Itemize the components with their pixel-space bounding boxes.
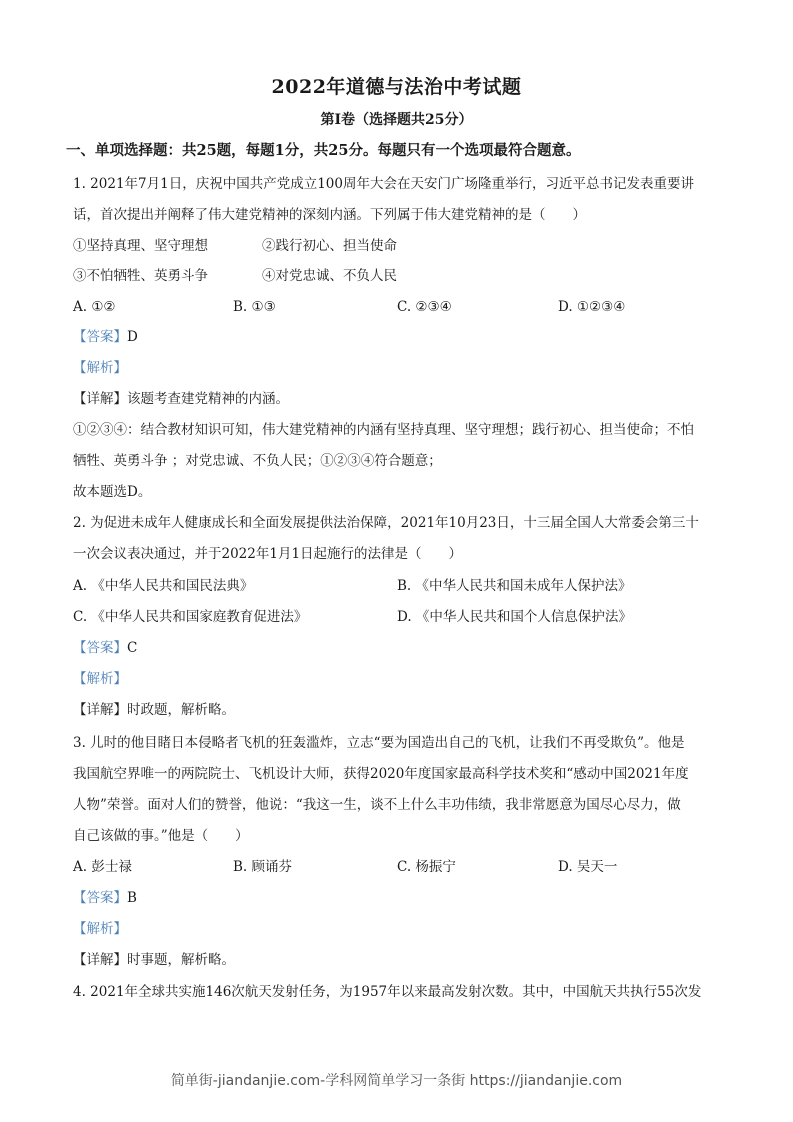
q4-stem-line-1: 4. 2021年全球共实施146次航天发射任务，为1957年以来最高发射次数。其中，中国航天共执行55次发 <box>73 984 702 1000</box>
answer-label: 【答案】 <box>73 640 127 656</box>
detail-text: 时政题，解析略。 <box>127 702 235 718</box>
q3-option-c: C. 杨振宁 <box>397 859 456 875</box>
q3-option-a: A. 彭士禄 <box>73 859 132 875</box>
q3-stem-line-1: 3. 儿时的他目睹日本侵略者飞机的狂轰滥炸，立志“要为国造出自己的飞机，让我们不再受欺负”。他是 <box>73 735 685 751</box>
q2-option-b: B. 《中华人民共和国未成年人保护法》 <box>397 578 632 594</box>
q1-statement-2: ②践行初心、担当使命 <box>262 238 397 254</box>
q2-option-c: C. 《中华人民共和国家庭教育促进法》 <box>73 609 308 625</box>
q3-stem-line-2: 我国航空界唯一的两院院士、飞机设计大师，获得2020年度国家最高科学技术奖和“感动中国2021年度 <box>73 766 689 782</box>
q1-answer <box>73 328 138 346</box>
page-title: 2022年道德与法治中考试题 <box>271 76 522 98</box>
q2-option-d: D. 《中华人民共和国个人信息保护法》 <box>397 609 632 625</box>
q3-stem-line-4: 自己该做的事。”他是（ ） <box>73 828 249 844</box>
q3-analysis-label: 【解析】 <box>73 921 127 937</box>
q2-answer <box>73 639 137 657</box>
q3-answer <box>73 889 137 907</box>
q1-stem-line-1: 1. 2021年7月1日，庆祝中国共产党成立100周年大会在天安门广场隆重举行，习近平总书记发表重要讲 <box>73 176 694 192</box>
answer-value: C <box>127 640 138 656</box>
q1-stem-line-2: 话，首次提出并阐释了伟大建党精神的深刻内涵。下列属于伟大建党精神的是（ ） <box>73 207 586 223</box>
q2-stem-line-2: 一次会议表决通过，并于2022年1月1日起施行的法律是（ ） <box>73 546 463 562</box>
answer-label: 【答案】 <box>73 890 127 906</box>
q1-analysis-label: 【解析】 <box>73 360 127 376</box>
q1-statement-4: ④对党忠诚、不负人民 <box>262 268 397 284</box>
q2-option-a: A. 《中华人民共和国民法典》 <box>73 578 254 594</box>
q1-statement-3: ③不怕牺牲、英勇斗争 <box>73 268 208 284</box>
section-heading: 一、单项选择题：共25题，每题1分，共25分。每题只有一个选项最符合题意。 <box>66 142 581 159</box>
detail-text: 该题考查建党精神的内涵。 <box>127 391 289 407</box>
q1-detail-line-4: 故本题选D。 <box>73 484 152 500</box>
q1-option-d: D. ①②③④ <box>558 299 626 315</box>
answer-label: 【答案】 <box>73 329 127 345</box>
q1-option-c: C. ②③④ <box>397 299 452 315</box>
q2-detail <box>73 701 235 719</box>
q1-detail-line-3: 牺牲、英勇斗争 ；对党忠诚、不负人民；①②③④符合题意； <box>73 453 442 469</box>
detail-label: 【详解】 <box>73 952 127 968</box>
q1-statement-1: ①坚持真理、坚守理想 <box>73 238 208 254</box>
q3-option-b: B. 顾诵芬 <box>233 859 293 875</box>
answer-value: B <box>127 890 137 906</box>
q1-option-a: A. ①② <box>73 299 116 315</box>
q1-option-b: B. ①③ <box>233 299 276 315</box>
q1-detail <box>73 390 289 408</box>
watermark-footer: 简单街-jiandanjie.com-学科网简单学习一条街 https://jiandanjie.com <box>170 1073 623 1089</box>
answer-value: D <box>127 329 138 345</box>
q3-option-d: D. 吴天一 <box>558 859 618 875</box>
q3-stem-line-3: 人物”荣誉。面对人们的赞誉，他说：“我这一生，谈不上什么丰功伟绩，我非常愿意为国尽心尽力，做 <box>73 797 681 813</box>
detail-text: 时事题，解析略。 <box>127 952 235 968</box>
q2-analysis-label: 【解析】 <box>73 671 127 687</box>
detail-label: 【详解】 <box>73 391 127 407</box>
paper-subtitle: 第I卷（选择题共25分） <box>320 112 473 128</box>
q2-stem-line-1: 2. 为促进未成年人健康成长和全面发展提供法治保障，2021年10月23日，十三届全国人大常委会第三十 <box>73 515 699 531</box>
q3-detail <box>73 951 235 969</box>
detail-label: 【详解】 <box>73 702 127 718</box>
q1-detail-line-2: ①②③④：结合教材知识可知，伟大建党精神的内涵有坚持真理、坚守理想；践行初心、担当使命；不怕 <box>73 422 694 438</box>
